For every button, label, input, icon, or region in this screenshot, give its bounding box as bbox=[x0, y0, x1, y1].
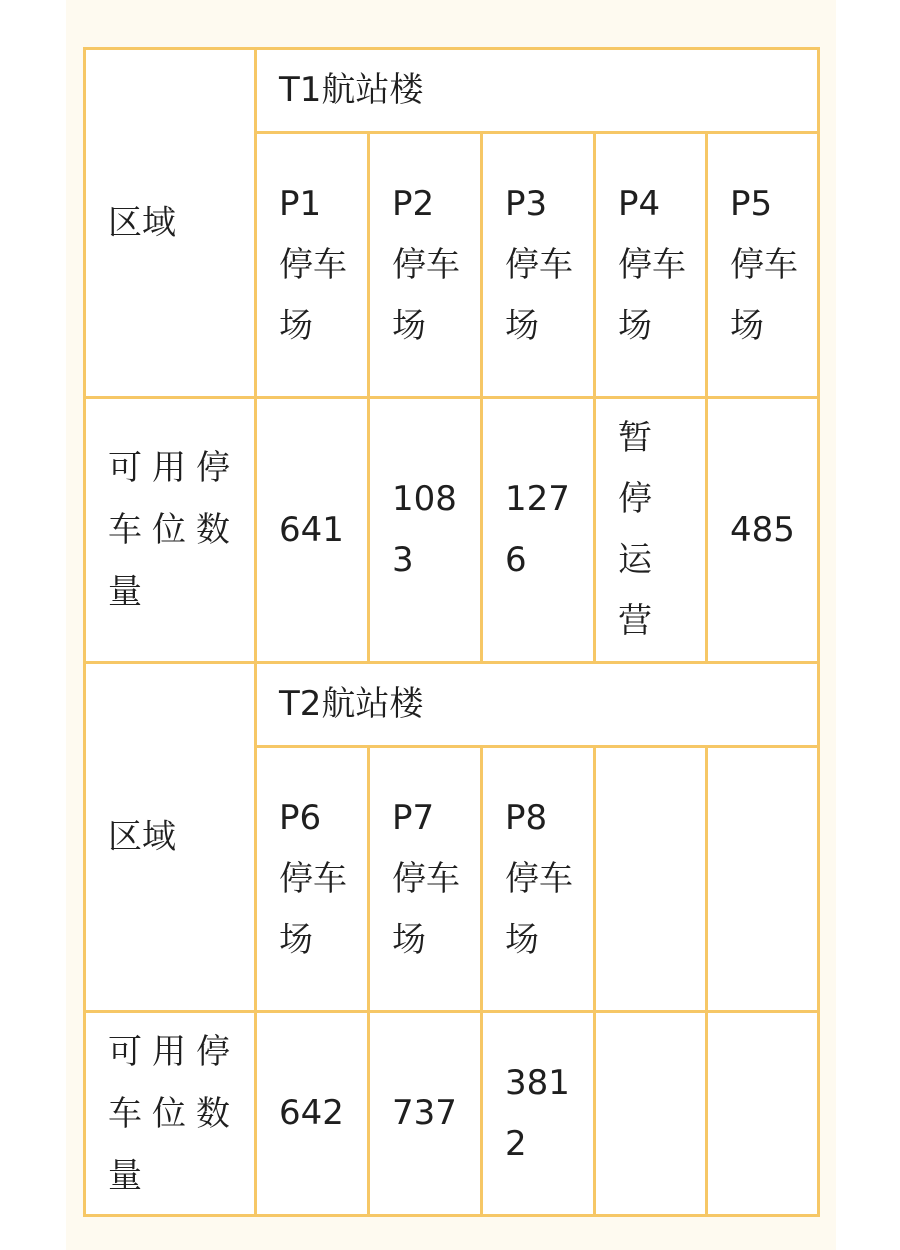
t2-counts-row bbox=[85, 1012, 819, 1216]
lot-name-p4: P4停车场 bbox=[618, 183, 686, 346]
t2-terminal-name: T2航站楼 bbox=[279, 684, 424, 724]
t1-count-label-cell bbox=[85, 398, 256, 663]
lot-name-cell bbox=[369, 133, 482, 398]
parking-availability-table bbox=[83, 47, 820, 1217]
count-p8: 3812 bbox=[505, 1062, 570, 1164]
count-cell bbox=[595, 398, 707, 663]
empty-cell bbox=[707, 747, 819, 1012]
t2-terminal-row bbox=[85, 663, 819, 747]
lot-name-cell bbox=[707, 133, 819, 398]
count-p1: 641 bbox=[279, 509, 344, 550]
lot-name-cell bbox=[482, 747, 595, 1012]
count-p2: 1083 bbox=[392, 479, 457, 580]
count-cell bbox=[482, 1012, 595, 1216]
t2-count-label: 可用停车位数量 bbox=[108, 1031, 240, 1196]
count-cell bbox=[256, 398, 369, 663]
lot-name-cell bbox=[482, 133, 595, 398]
count-p7: 737 bbox=[392, 1093, 457, 1133]
count-cell bbox=[256, 1012, 369, 1216]
t1-counts-row bbox=[85, 398, 819, 663]
t1-area-label: 区域 bbox=[108, 202, 176, 243]
lot-name-p6: P6停车场 bbox=[279, 797, 347, 960]
t1-terminal-name-cell bbox=[256, 49, 819, 133]
lot-name-p8: P8停车场 bbox=[505, 797, 573, 960]
t2-terminal-name-cell bbox=[256, 663, 819, 747]
count-cell bbox=[482, 398, 595, 663]
empty-cell bbox=[595, 1012, 707, 1216]
count-p3: 1276 bbox=[505, 479, 570, 580]
empty-cell bbox=[595, 747, 707, 1012]
lot-name-cell bbox=[256, 747, 369, 1012]
lot-name-p1: P1停车场 bbox=[279, 183, 347, 346]
t1-terminal-name: T1航站楼 bbox=[279, 70, 424, 110]
count-cell bbox=[707, 398, 819, 663]
lot-name-p7: P7停车场 bbox=[392, 797, 460, 960]
lot-name-p5: P5停车场 bbox=[730, 183, 798, 346]
t1-terminal-row bbox=[85, 49, 819, 133]
t2-count-label-cell bbox=[85, 1012, 256, 1216]
t1-area-label-cell bbox=[85, 49, 256, 398]
count-p5: 485 bbox=[730, 509, 795, 550]
count-p4-status: 暂停运营 bbox=[618, 418, 652, 641]
lot-name-p3: P3停车场 bbox=[505, 183, 573, 346]
count-cell bbox=[369, 1012, 482, 1216]
lot-name-cell bbox=[595, 133, 707, 398]
count-cell bbox=[369, 398, 482, 663]
empty-cell bbox=[707, 1012, 819, 1216]
t1-count-label: 可用停车位数量 bbox=[108, 448, 240, 612]
t2-area-label: 区域 bbox=[108, 816, 176, 857]
count-p6: 642 bbox=[279, 1093, 344, 1133]
lot-name-cell bbox=[369, 747, 482, 1012]
lot-name-cell bbox=[256, 133, 369, 398]
lot-name-p2: P2停车场 bbox=[392, 183, 460, 346]
t2-area-label-cell bbox=[85, 663, 256, 1012]
